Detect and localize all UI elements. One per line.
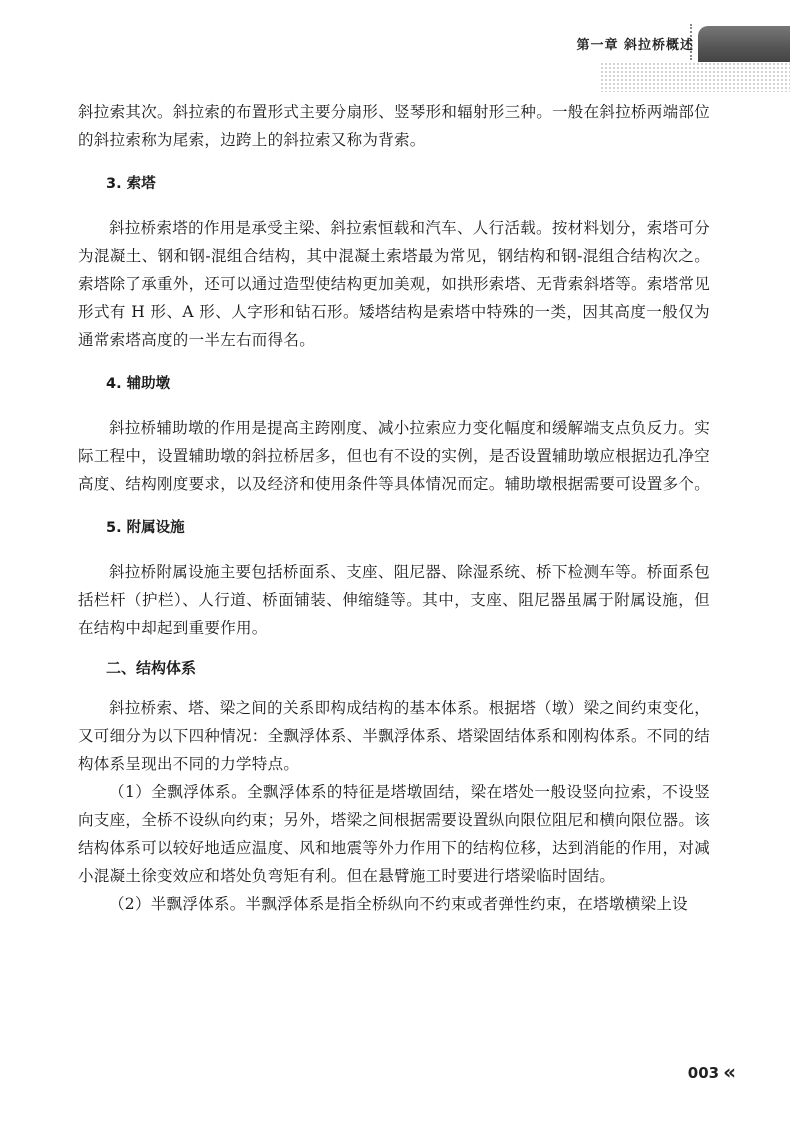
chevron-left-icon: «	[723, 1060, 736, 1084]
paragraph-facilities: 斜拉桥附属设施主要包括桥面系、支座、阻尼器、除湿系统、桥下检测车等。桥面系包括栏杆（护栏）、人行道、桥面铺装、伸缩缝等。其中，支座、阻尼器虽属于附属设施，但在结构中却起到重要作用。	[78, 563, 710, 637]
paragraph-towers: 斜拉桥索塔的作用是承受主梁、斜拉索恒载和汽车、人行活载。按材料划分，索塔可分为混凝土、钢和钢-混组合结构，其中混凝土索塔最为常见，钢结构和钢-混组合结构次之。索塔除了承重外，还可以通过造型使结构更加美观，如拱形索塔、无背索斜塔等。索塔常见形式有 H 形、A 形、人字形和钻石形。矮塔结构是索塔中特殊的一类，因其高度一般仅为通常索塔高度的一半左右而得名。	[78, 219, 711, 349]
heading-facilities: 5. 附属设施	[106, 520, 185, 536]
chapter-title: 第一章 斜拉桥概述	[576, 38, 694, 53]
paragraph-cables: 斜拉索其次。斜拉索的布置形式主要分扇形、竖琴形和辐射形三种。一般在斜拉桥两端部位的斜拉索称为尾索，边跨上的斜拉索又称为背索。	[78, 103, 711, 149]
page-header	[0, 22, 790, 72]
heading-towers: 3. 索塔	[106, 176, 156, 192]
paragraph-structural-system: 斜拉桥索、塔、梁之间的关系即构成结构的基本体系。根据塔（墩）梁之间约束变化，又可细分为以下四种情况：全飘浮体系、半飘浮体系、塔梁固结体系和刚构体系。不同的结构体系呈现出不同的力学特点。	[78, 699, 711, 773]
heading-auxiliary-piers: 4. 辅助墩	[106, 376, 171, 392]
paragraph-semi-floating: （2）半飘浮体系。半飘浮体系是指全桥纵向不约束或者弹性约束，在塔墩横梁上设	[109, 895, 688, 913]
header-dot-pattern	[600, 62, 790, 92]
page-number: 003	[687, 1064, 720, 1082]
paragraph-full-floating: （1）全飘浮体系。全飘浮体系的特征是塔墩固结，梁在塔处一般设竖向拉索，不设竖向支座，全桥不设纵向约束；另外，塔梁之间根据需要设置纵向限位阻尼和横向限位器。该结构体系可以较好地适应温度、风和地震等外力作用下的结构位移，达到消能的作用，对减小混凝土徐变效应和塔处负弯矩有利。但在悬臂施工时要进行塔梁临时固结。	[78, 783, 711, 885]
page-body	[78, 98, 710, 918]
header-gray-tab	[698, 26, 790, 62]
page-footer	[688, 1060, 736, 1084]
heading-structural-system: 二、结构体系	[106, 659, 197, 677]
paragraph-auxiliary-piers: 斜拉桥辅助墩的作用是提高主跨刚度、减小拉索应力变化幅度和缓解端支点负反力。实际工程中，设置辅助墩的斜拉桥居多，但也有不设的实例，是否设置辅助墩应根据边孔净空高度、结构刚度要求，以及经济和使用条件等具体情况而定。辅助墩根据需要可设置多个。	[78, 419, 711, 493]
